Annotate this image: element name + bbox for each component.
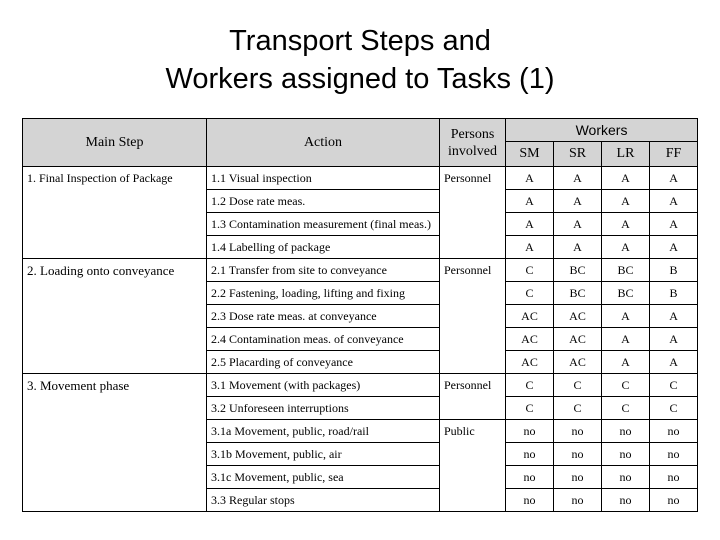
worker-sm-cell: C bbox=[506, 397, 554, 420]
worker-lr-cell: no bbox=[602, 420, 650, 443]
worker-sr-cell: C bbox=[554, 374, 602, 397]
worker-lr-cell: BC bbox=[602, 282, 650, 305]
worker-lr-cell: no bbox=[602, 443, 650, 466]
worker-sr-cell: no bbox=[554, 466, 602, 489]
worker-sr-cell: AC bbox=[554, 351, 602, 374]
worker-sr-cell: A bbox=[554, 167, 602, 190]
worker-lr-cell: A bbox=[602, 305, 650, 328]
worker-sr-cell: BC bbox=[554, 282, 602, 305]
worker-sr-cell: A bbox=[554, 236, 602, 259]
worker-sm-cell: no bbox=[506, 420, 554, 443]
table-row bbox=[23, 374, 698, 397]
worker-sm-cell: AC bbox=[506, 305, 554, 328]
worker-sr-cell: AC bbox=[554, 305, 602, 328]
worker-lr-cell: BC bbox=[602, 259, 650, 282]
worker-sm-cell: A bbox=[506, 167, 554, 190]
worker-sr-cell: A bbox=[554, 213, 602, 236]
worker-lr-cell: no bbox=[602, 466, 650, 489]
worker-lr-cell: A bbox=[602, 351, 650, 374]
main-step-cell: 2. Loading onto conveyance bbox=[23, 259, 207, 374]
header-persons-involved bbox=[440, 119, 506, 167]
worker-sm-cell: no bbox=[506, 489, 554, 512]
worker-sr-cell: no bbox=[554, 489, 602, 512]
worker-sm-cell: no bbox=[506, 443, 554, 466]
header-worker-ff: FF bbox=[650, 142, 698, 167]
worker-sm-cell: A bbox=[506, 236, 554, 259]
worker-lr-cell: C bbox=[602, 397, 650, 420]
worker-ff-cell: no bbox=[650, 489, 698, 512]
main-step-cell: 3. Movement phase bbox=[23, 374, 207, 512]
worker-lr-cell: A bbox=[602, 328, 650, 351]
persons-cell-public: Public bbox=[440, 420, 506, 512]
action-cell: 1.4 Labelling of package bbox=[207, 236, 440, 259]
worker-ff-cell: A bbox=[650, 190, 698, 213]
action-cell: 3.3 Regular stops bbox=[207, 489, 440, 512]
worker-lr-cell: A bbox=[602, 236, 650, 259]
worker-lr-cell: C bbox=[602, 374, 650, 397]
action-cell: 1.1 Visual inspection bbox=[207, 167, 440, 190]
action-cell: 3.1c Movement, public, sea bbox=[207, 466, 440, 489]
worker-ff-cell: B bbox=[650, 259, 698, 282]
worker-ff-cell: no bbox=[650, 420, 698, 443]
worker-ff-cell: A bbox=[650, 236, 698, 259]
header-worker-sm: SM bbox=[506, 142, 554, 167]
worker-ff-cell: B bbox=[650, 282, 698, 305]
action-cell: 3.2 Unforeseen interruptions bbox=[207, 397, 440, 420]
action-cell: 2.4 Contamination meas. of conveyance bbox=[207, 328, 440, 351]
worker-sr-cell: AC bbox=[554, 328, 602, 351]
table-header bbox=[23, 119, 698, 167]
header-worker-lr: LR bbox=[602, 142, 650, 167]
header-worker-sr: SR bbox=[554, 142, 602, 167]
worker-ff-cell: C bbox=[650, 374, 698, 397]
transport-steps-table bbox=[22, 118, 698, 512]
worker-sm-cell: C bbox=[506, 259, 554, 282]
action-cell: 2.1 Transfer from site to conveyance bbox=[207, 259, 440, 282]
action-cell: 3.1b Movement, public, air bbox=[207, 443, 440, 466]
worker-sm-cell: AC bbox=[506, 351, 554, 374]
main-step-cell: 1. Final Inspection of Package bbox=[23, 167, 207, 259]
header-persons-line-1: Persons bbox=[450, 126, 495, 142]
worker-sm-cell: no bbox=[506, 466, 554, 489]
worker-sm-cell: C bbox=[506, 282, 554, 305]
action-cell: 2.5 Placarding of conveyance bbox=[207, 351, 440, 374]
header-workers: Workers bbox=[506, 119, 698, 142]
persons-cell: Personnel bbox=[440, 259, 506, 374]
action-cell: 2.2 Fastening, loading, lifting and fixing bbox=[207, 282, 440, 305]
action-cell: 1.2 Dose rate meas. bbox=[207, 190, 440, 213]
worker-sr-cell: A bbox=[554, 190, 602, 213]
worker-lr-cell: A bbox=[602, 190, 650, 213]
worker-ff-cell: no bbox=[650, 443, 698, 466]
table-body bbox=[23, 167, 698, 512]
worker-ff-cell: no bbox=[650, 466, 698, 489]
worker-ff-cell: A bbox=[650, 305, 698, 328]
worker-lr-cell: A bbox=[602, 167, 650, 190]
header-main-step: Main Step bbox=[23, 119, 207, 167]
worker-sr-cell: BC bbox=[554, 259, 602, 282]
header-persons-line-2: involved bbox=[448, 143, 497, 159]
slide-title-line-2: Workers assigned to Tasks (1) bbox=[165, 63, 555, 95]
persons-cell: Personnel bbox=[440, 167, 506, 259]
action-cell: 1.3 Contamination measurement (final meas.) bbox=[207, 213, 440, 236]
slide-title-line-1: Transport Steps and bbox=[229, 25, 491, 57]
table-row bbox=[23, 259, 698, 282]
worker-sr-cell: C bbox=[554, 397, 602, 420]
worker-ff-cell: A bbox=[650, 213, 698, 236]
worker-ff-cell: A bbox=[650, 351, 698, 374]
persons-cell: Personnel bbox=[440, 374, 506, 420]
table-row bbox=[23, 167, 698, 190]
action-cell: 3.1 Movement (with packages) bbox=[207, 374, 440, 397]
worker-ff-cell: A bbox=[650, 328, 698, 351]
worker-sm-cell: AC bbox=[506, 328, 554, 351]
worker-sm-cell: A bbox=[506, 213, 554, 236]
worker-ff-cell: C bbox=[650, 397, 698, 420]
header-action: Action bbox=[207, 119, 440, 167]
action-cell: 3.1a Movement, public, road/rail bbox=[207, 420, 440, 443]
slide-title bbox=[0, 22, 720, 98]
worker-sr-cell: no bbox=[554, 420, 602, 443]
worker-sr-cell: no bbox=[554, 443, 602, 466]
worker-sm-cell: A bbox=[506, 190, 554, 213]
worker-lr-cell: no bbox=[602, 489, 650, 512]
worker-ff-cell: A bbox=[650, 167, 698, 190]
action-cell: 2.3 Dose rate meas. at conveyance bbox=[207, 305, 440, 328]
worker-lr-cell: A bbox=[602, 213, 650, 236]
worker-sm-cell: C bbox=[506, 374, 554, 397]
